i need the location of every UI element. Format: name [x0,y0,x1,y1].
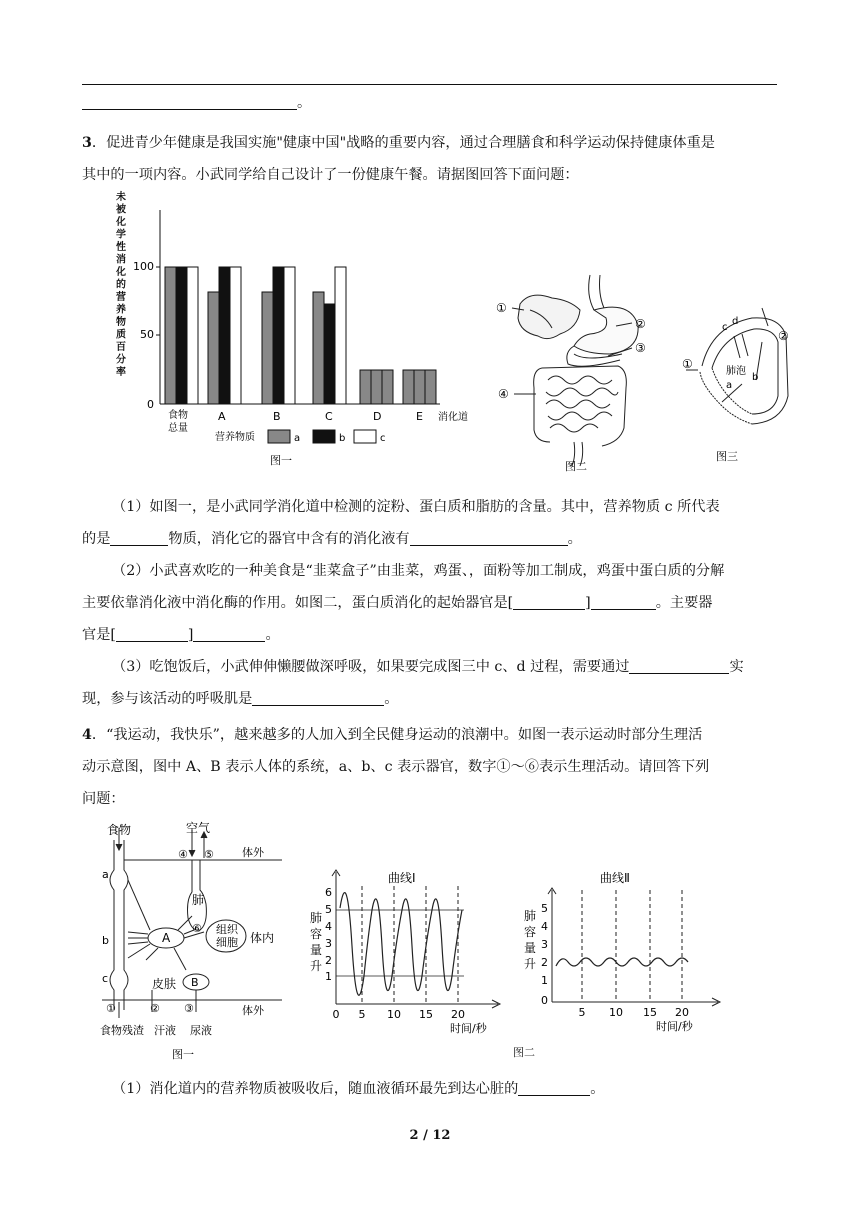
blank-q3-2b[interactable] [591,595,656,610]
ytick-100: 100 [133,260,154,273]
c2-y4: 4 [541,920,548,933]
blank-q3-3a[interactable] [629,659,729,674]
fig3-label-1: ① [682,357,693,371]
q4-p1-line: （1）消化道内的营养物质被吸收后，随血液循环最先到达心脏的 。 [112,1081,605,1097]
ytick-0: 0 [147,398,154,411]
q4-line-1: 4．“我运动，我快乐”，越来越多的人加入到全民健身运动的浪潮中。如图一表示运动时部分生理活 [82,727,703,743]
fig2-label-4: ④ [498,387,509,401]
fig3-caption: 图三 [716,450,738,463]
fig3-letter-c: c [722,322,728,333]
xcat-B: B [273,410,281,423]
fig2-label-3: ③ [635,341,646,355]
curve1-ylabel-3: 量 [310,943,323,957]
blank-q4-1[interactable] [518,1081,590,1096]
q4f1-caption: 图一 [172,1048,194,1061]
ylabel-char: 养 [116,304,126,316]
q4f1-a: a [102,868,109,881]
blank-q3-2c[interactable] [116,627,188,642]
answer-line-full [82,84,777,85]
q4f1-n5: ⑤ [204,848,214,861]
q4f1-n1: ① [106,1002,116,1015]
ylabel-char: 学 [116,229,126,241]
ylabel-char: 化 [116,267,126,278]
c2-x5: 5 [578,1006,586,1019]
legend-title: 营养物质 [215,432,255,443]
legend-swatch-a [268,430,290,443]
ylabel-char: 化 [116,217,126,228]
q4f1-outside-bottom: 体外 [242,1004,264,1017]
q4f1-n3: ③ [184,1002,194,1015]
q3-line-1: 3．促进青少年健康是我国实施"健康中国"战略的重要内容，通过合理膳食和科学运动保持健康体重是 [82,135,715,151]
q4-fig1-physiology-diagram [92,820,302,1065]
q4f1-tissue-2: 细胞 [216,936,238,949]
curve1-ylabel-4: 升 [310,959,323,973]
c1-y3: 3 [325,937,332,950]
ylabel-char: 百 [116,342,126,353]
q4-line-3: 问题： [82,791,125,807]
c2-y5: 5 [541,902,548,915]
legend-swatch-b [313,430,335,443]
q3-p1-line-1: （1）如图一，是小武同学消化道中检测的淀粉、蛋白质和脂肪的含量。其中，营养物质 c 所代表 [112,499,720,515]
curve2-ylabel-3: 量 [524,941,537,955]
fig3-alveolus-label: 肺泡 [726,366,746,377]
blank-q3-1a[interactable] [110,531,168,546]
bar-food-b [176,267,187,404]
fig3-letter-d: d [732,316,739,327]
q4f1-food: 食物 [107,823,132,837]
bar-food-c [187,267,198,404]
fig3-letter-a: a [726,380,733,391]
fig1-caption: 图一 [270,454,292,467]
curve1-ylabel-2: 容 [310,927,323,941]
c2-y1: 1 [541,974,548,987]
c2-x15: 15 [643,1006,657,1019]
q4f1-inside: 体内 [250,931,275,945]
ylabel-char: 未 [116,192,126,203]
ylabel-char: 性 [116,242,126,253]
fig3-label-2: ② [778,329,789,343]
blank-q3-3b[interactable] [252,691,384,706]
ylabel-char: 质 [116,329,126,341]
q3-p2-line-1: （2）小武喜欢吃的一种美食是“韭菜盒子”由韭菜，鸡蛋、，面粉等加工制成，鸡蛋中蛋白质的分解 [112,563,725,579]
legend-label-b: b [339,433,346,444]
c1-x5: 5 [358,1008,366,1021]
curve2-ylabel-2: 容 [524,925,537,939]
q3-p2-line-3: 官是[ ] 。 [82,627,280,643]
fig2-label-2: ② [635,317,646,331]
bar-B-a [262,292,273,404]
bar-A-c [230,267,241,404]
page-number: 2 / 12 [409,1128,451,1143]
c1-x0: 0 [332,1008,340,1021]
xcat-C: C [325,410,333,423]
legend-label-c: c [380,433,386,444]
ylabel-char: 分 [116,354,126,366]
q4f1-skin: 皮肤 [152,977,177,991]
legend-swatch-c [354,430,376,443]
bar-B-c [284,267,295,404]
ylabel-char: 率 [116,367,126,378]
q4f1-lung: 肺 [192,893,205,907]
q4f1-tissue-1: 组织 [216,923,238,936]
bar-C-b [324,304,335,404]
curve1-xlabel: 时间/秒 [450,1022,487,1035]
fig2-label-1: ① [496,301,507,315]
xcat-A: A [218,410,226,423]
q4f1-urine: 尿液 [190,1024,212,1037]
q3-fig1-bar-chart [110,190,468,467]
c2-x20: 20 [675,1006,689,1019]
q4f1-b: b [102,934,109,947]
bar-food-a [165,267,176,404]
bar-D-b [371,370,382,404]
q4f1-air: 空气 [186,821,211,835]
answer-line-short: 。 [82,92,311,112]
bar-C-c [335,267,346,404]
bar-A-b [219,267,230,404]
q4f1-n4: ④ [178,848,188,861]
q4f1-c: c [102,972,109,985]
bar-E-b [414,370,425,404]
bar-C-a [313,292,324,404]
q3-p3-line-2: 现，参与该活动的呼吸肌是 。 [82,691,399,707]
blank-q3-2d[interactable] [193,627,265,642]
fig2-caption: 图二 [565,460,587,473]
q4f1-sweat: 汗液 [154,1024,176,1037]
c1-y6: 6 [325,886,332,899]
q3-p3-line-1: （3）吃饱饭后，小武伸伸懒腰做深呼吸，如果要完成图三中 c、d 过程，需要通过 实 [112,659,744,675]
bar-A-a [208,292,219,404]
legend-label-a: a [294,433,301,444]
q4-fig2-curve-1 [302,866,512,1036]
q3-fig2-digestive-system [490,270,670,480]
c2-y2: 2 [541,956,548,969]
curve1-title: 曲线Ⅰ [388,871,416,885]
q4-fig2-curve-2 [516,866,728,1036]
q3-p1-line-2: 的是 物质，消化它的器官中含有的消化液有 。 [82,531,582,547]
q4f1-A: A [162,931,171,945]
c1-y2: 2 [325,954,332,967]
xcat-food-line2: 总量 [168,423,188,434]
curve1-ylabel-1: 肺 [310,911,323,925]
q4-line-2: 动示意图，图中 A、B 表示人体的系统，a、b、c 表示器官，数字①～⑥表示生理活动。请回答下列 [82,759,710,775]
ylabel-char: 消 [116,254,126,266]
curve2-xlabel: 时间/秒 [656,1020,693,1033]
curve2-ylabel-4: 升 [524,957,537,971]
q4f1-n2: ② [150,1002,160,1015]
q4-fig2-caption: 图二 [513,1046,535,1059]
bar-B-b [273,267,284,404]
bar-D-a [360,370,371,404]
blank-q3-1b[interactable] [410,531,568,546]
bar-E-c [425,370,436,404]
c1-x20: 20 [451,1008,465,1021]
xcat-E: E [416,410,423,423]
c2-x10: 10 [609,1006,623,1019]
ylabel-char: 物 [116,317,126,328]
c1-x10: 10 [387,1008,401,1021]
c2-y3: 3 [541,938,548,951]
xcat-food: 食物 [168,410,188,421]
curve2-title: 曲线Ⅱ [600,871,630,885]
c1-y4: 4 [325,920,332,933]
q4f1-outside-top: 体外 [242,846,264,859]
c2-y0: 0 [541,994,548,1007]
q3-fig3-alveolus [682,296,802,466]
q4f1-residue: 食物残渣 [100,1024,144,1037]
ytick-50: 50 [140,328,154,341]
ylabel-char: 营 [116,292,126,303]
bar-D-c [382,370,393,404]
c1-y1: 1 [325,970,332,983]
curve2-ylabel-1: 肺 [524,909,537,923]
bar-E-a [403,370,414,404]
xcat-D: D [373,410,382,423]
c1-y5: 5 [325,903,332,916]
xaxis-end-label: 消化道 [438,412,468,423]
fig3-letter-b: b [752,372,759,383]
blank-q3-2a[interactable] [513,595,585,610]
ylabel-char: 被 [116,204,126,216]
q4f1-B: B [191,976,199,989]
q4f1-n6: ⑥ [192,922,202,935]
q3-line-2: 其中的一项内容。小武同学给自己设计了一份健康午餐。请据图回答下面问题： [82,167,579,183]
c1-x15: 15 [419,1008,433,1021]
q3-p2-line-2: 主要依靠消化液中消化酶的作用。如图二，蛋白质消化的起始器官是[ ] 。主要器 [82,595,713,611]
ylabel-char: 的 [116,279,126,291]
